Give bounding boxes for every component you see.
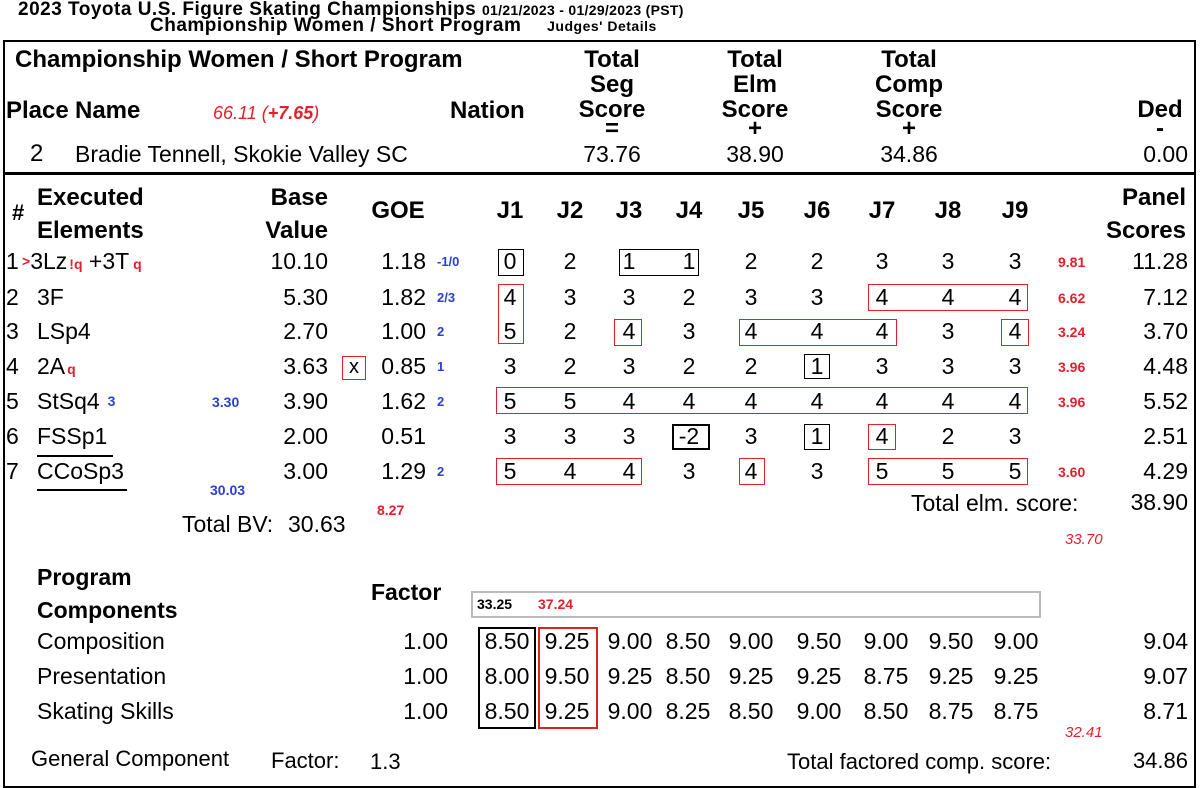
num-header: # [12,200,25,225]
judge-mark: 5 [503,458,517,484]
goe-value: 1.29 [381,458,426,484]
gcf-value: 1.3 [370,749,401,774]
element-name [22,248,142,275]
judge-mark: 4 [875,423,889,449]
component-judge-mark: 8.75 [928,698,974,724]
tss-label: Total Seg Score = [578,46,646,142]
component-judge-mark: 9.50 [928,628,974,654]
component-judge-mark: 9.50 [796,628,842,654]
judge-mark: 4 [622,318,636,344]
judge-mark: 3 [503,423,517,449]
panel-score: 4.48 [1143,353,1188,379]
judge-mark: 4 [622,388,636,414]
base-value: 10.10 [270,248,328,274]
judge-mark: 2 [941,423,955,449]
judge-mark: 4 [1008,388,1022,414]
highlight-box [1001,319,1029,346]
goe-value: 1.00 [381,318,426,344]
base-value: 3.63 [283,353,328,379]
judge-mark: 3 [875,248,889,274]
judge-mark: 3 [682,318,696,344]
component-judge-mark: 8.00 [484,663,530,689]
tss-value: 73.76 [583,141,641,167]
highlight-box [739,319,897,346]
judge-mark: 5 [503,388,517,414]
base-value: 2.70 [283,318,328,344]
highlight-box [868,284,1028,311]
score-annotation: 66.11 (+7.65) [213,103,320,123]
gcf-label: General Component [31,746,230,771]
j2-components-box [538,627,598,729]
judge-mark: 4 [744,388,758,414]
element-code: 2A [37,353,66,379]
component-judge-mark: 9.00 [607,698,653,724]
event-dates: 01/21/2023 - 01/29/2023 (PST) [481,2,684,18]
highlight-box [342,356,366,380]
judge-mark: 4 [503,284,517,310]
judges-details-label: Judges' Details [547,18,657,34]
bv-note: 30.03 [210,482,246,498]
component-judge-mark: 9.25 [928,663,974,689]
component-judge-mark: 9.00 [993,628,1039,654]
factor-header: Factor [371,579,442,605]
bar-black-value: 33.25 [477,596,513,612]
judge-mark: -2 [678,423,700,449]
component-factor: 1.00 [403,628,448,654]
judge-mark: 1 [682,248,696,274]
tes-label: Total Elm Score + [721,46,789,142]
side-annotation: 3.24 [1058,324,1086,340]
component-judge-mark: 9.25 [796,663,842,689]
event-name: 2023 Toyota U.S. Figure Skating Championships [18,0,477,20]
element-marker: q [67,361,76,377]
component-factor: 1.00 [403,663,448,689]
component-name: Skating Skills [37,698,174,724]
judge-mark: 2 [810,248,824,274]
goe-annotation: 2 [437,394,445,409]
j1-components-box [478,627,536,729]
highlight-box [804,354,830,379]
judge-mark: 4 [875,388,889,414]
ded-value: 0.00 [1143,141,1188,167]
x-marker: x [349,356,359,378]
panel-scores-header: Panel Scores [1105,184,1186,244]
element-name [37,353,76,380]
judge-mark: 3 [622,284,636,310]
highlight-box [739,458,765,485]
total-elm-value: 38.90 [1130,489,1188,515]
element-code: CCoSp3 [37,458,124,484]
base-value: 5.30 [283,284,328,310]
judge-mark: 4 [563,458,577,484]
goe-header: GOE [371,197,425,224]
component-score: 9.07 [1143,663,1188,689]
judge-mark: 3 [810,284,824,310]
judge-mark: 3 [622,423,636,449]
judge-mark: 3 [941,318,955,344]
element-name [37,388,115,415]
highlight-box [498,249,524,276]
judge-mark: 3 [1008,423,1022,449]
segment-title-header [150,15,657,37]
pcs-value: 34.86 [880,141,938,167]
goe-annotation: 2 [437,464,445,479]
element-code-2: +3T [82,248,130,274]
judge-header-j9: J9 [1001,197,1029,224]
judge-mark: 3 [744,284,758,310]
highlight-box [619,249,699,276]
component-judge-mark: 9.25 [544,628,590,654]
side-annotation: 3.96 [1058,394,1086,410]
element-marker: q [133,256,142,272]
highlight-box [804,424,830,450]
judge-header-j1: J1 [496,197,524,224]
base-value: 3.00 [283,458,328,484]
judge-header-j4: J4 [675,197,703,224]
component-judge-mark: 8.50 [863,698,909,724]
component-judge-mark: 9.00 [796,698,842,724]
judge-mark: 4 [682,388,696,414]
bar-red-value: 37.24 [538,596,574,612]
side-annotation: 9.81 [1058,254,1086,270]
panel-score: 4.29 [1143,458,1188,484]
judge-header-j5: J5 [737,197,765,224]
component-judge-mark: 9.00 [607,628,653,654]
program-components-header: Program Components [37,564,178,623]
element-number: 7 [6,458,19,484]
judge-mark: 4 [810,318,824,344]
place-value: 2 [30,140,44,167]
judge-mark: 2 [744,353,758,379]
judge-mark: 4 [744,458,758,484]
element-number: 5 [6,388,19,414]
judge-mark: 3 [563,423,577,449]
judge-mark: 4 [941,388,955,414]
element-code: LSp4 [37,318,91,344]
component-judge-mark: 9.00 [728,628,774,654]
goe-annotation: 1 [437,359,445,374]
element-code: StSq4 [37,388,100,414]
element-code: FSSp1 [37,423,108,449]
judge-mark: 5 [941,458,955,484]
judge-mark: 4 [810,388,824,414]
tes-note: 33.70 [1065,531,1103,548]
judge-mark: 3 [503,353,517,379]
judge-mark: 5 [563,388,577,414]
goe-annotation: 2/3 [437,290,456,305]
side-annotation: 6.62 [1058,290,1086,306]
element-number: 4 [6,353,19,379]
component-judge-mark: 8.25 [665,698,711,724]
pcs-note: 32.41 [1065,724,1103,741]
total-bv-label: Total BV: [182,511,274,537]
side-annotation: 3.60 [1058,464,1086,480]
judge-header-j3: J3 [615,197,643,224]
component-judge-mark: 9.00 [863,628,909,654]
judge-mark: 4 [1008,318,1022,344]
goe-note: 8.27 [377,502,405,518]
component-judge-mark: 8.50 [665,628,711,654]
judge-header-j6: J6 [803,197,831,224]
element-marker: !q [69,256,83,272]
element-code: 3F [37,284,64,310]
judge-mark: 3 [941,353,955,379]
nation-label: Nation [450,97,525,124]
judge-mark: 4 [744,318,758,344]
goe-annotation: -1/0 [437,254,460,269]
panel-score: 2.51 [1143,423,1188,449]
judge-mark: 2 [563,248,577,274]
element-name [37,458,124,485]
component-score: 9.04 [1143,628,1188,654]
judge-mark: 2 [563,318,577,344]
judge-mark: 4 [941,284,955,310]
component-judge-mark: 8.50 [484,698,530,724]
base-value: 2.00 [283,423,328,449]
panel-score: 11.28 [1132,248,1188,274]
judge-mark: 5 [1008,458,1022,484]
judge-mark: 2 [563,353,577,379]
judge-mark: 2 [744,248,758,274]
ded-label: Ded - [1137,96,1183,142]
judge-mark: 4 [1008,284,1022,310]
judge-header-j2: J2 [556,197,584,224]
component-judge-mark: 9.25 [544,698,590,724]
total-elm-label: Total elm. score: [911,490,1079,516]
component-judge-mark: 8.50 [728,698,774,724]
judge-mark: 1 [810,423,824,449]
tes-value: 38.90 [726,141,784,167]
judge-header-j8: J8 [934,197,962,224]
segment-name: Championship Women / Short Program [150,15,522,36]
component-judge-mark: 8.50 [665,663,711,689]
highlight-box [496,387,1028,414]
judge-mark: 1 [622,248,636,274]
total-bv-value: 30.63 [288,511,346,537]
element-prefix-marker: > [22,253,31,269]
highlight-box [868,424,896,450]
side-annotation: 3.96 [1058,359,1086,375]
summary-segment-title: Championship Women / Short Program [15,46,463,73]
fssp1-underline [37,455,113,457]
gcf-factor-label: Factor: [271,748,340,773]
element-number: 2 [6,284,19,310]
skater-name: Bradie Tennell, Skokie Valley SC [75,141,408,167]
judge-mark: 2 [682,353,696,379]
component-judge-mark: 9.25 [993,663,1039,689]
judge-mark: 3 [622,353,636,379]
goe-value: 1.82 [381,284,426,310]
judge-mark: 0 [503,248,517,274]
panel-score: 3.70 [1143,318,1188,344]
goe-value: 1.62 [381,388,426,414]
highlight-box [868,458,1028,485]
judge-mark: 5 [875,458,889,484]
place-label: Place [6,97,69,124]
element-name [37,284,64,311]
highlight-box [498,284,524,344]
judge-mark: 3 [875,353,889,379]
goe-annotation: 2 [437,324,445,339]
ccosp3-underline [37,489,127,491]
judge-mark: 3 [1008,248,1022,274]
level-note: 3 [107,393,116,409]
component-name: Composition [37,628,165,654]
element-number: 6 [6,423,19,449]
name-label: Name [75,97,141,124]
element-number: 3 [6,318,19,344]
component-judge-mark: 8.75 [863,663,909,689]
panel-score: 7.12 [1143,284,1188,310]
judge-mark: 4 [875,318,889,344]
highlight-box [614,319,642,346]
judge-mark: 2 [682,284,696,310]
component-factor: 1.00 [403,698,448,724]
judge-mark: 3 [682,458,696,484]
judge-mark: 3 [744,423,758,449]
judge-mark: 3 [810,458,824,484]
judge-mark: 4 [875,284,889,310]
base-value-header: Base Value [265,184,328,244]
tfc-label: Total factored comp. score: [787,749,1052,774]
component-judge-mark: 9.25 [728,663,774,689]
goe-value: 0.51 [381,423,426,449]
bv-annotation: 3.30 [212,394,240,410]
component-judge-mark: 9.50 [544,663,590,689]
judge-mark: 5 [503,318,517,344]
component-judge-mark: 8.50 [484,628,530,654]
component-score: 8.71 [1143,698,1188,724]
divider [3,172,1196,174]
judge-mark: 4 [622,458,636,484]
judge-mark: 1 [810,353,824,379]
judge-mark: 3 [1008,353,1022,379]
highlight-box [672,424,710,450]
panel-score: 5.52 [1143,388,1188,414]
executed-elements-header: Executed Elements [37,184,144,244]
component-judge-mark: 9.25 [607,663,653,689]
element-code: 3Lz [30,248,68,274]
base-value: 3.90 [283,388,328,414]
goe-value: 0.85 [381,353,426,379]
goe-value: 1.18 [381,248,426,274]
component-name: Presentation [37,663,167,689]
component-judge-mark: 8.75 [993,698,1039,724]
judge-header-j7: J7 [868,197,896,224]
highlight-box [496,458,642,485]
pcs-label: Total Comp Score + [875,46,943,142]
judge-mark: 3 [563,284,577,310]
element-name [37,423,107,450]
element-number: 1 [6,248,19,274]
element-name [37,318,91,345]
judge-mark: 3 [941,248,955,274]
tfc-value: 34.86 [1132,748,1188,773]
